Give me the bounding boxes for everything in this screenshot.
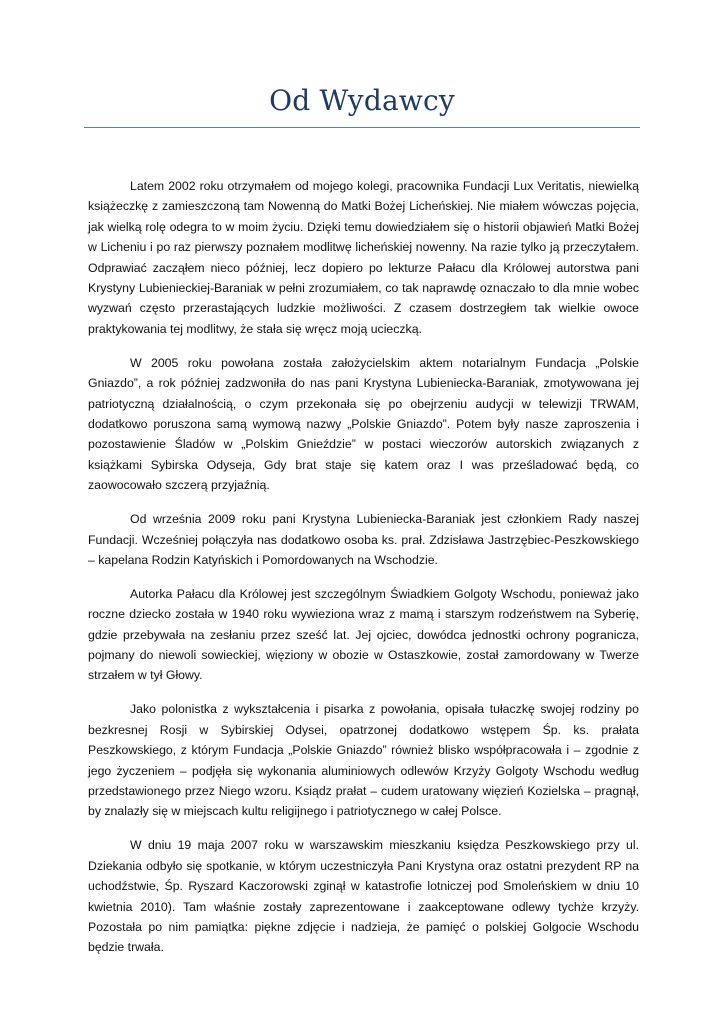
paragraph-6: W dniu 19 maja 2007 roku w warszawskim mieszkaniu księdza Peszkowskiego przy ul. Dziekania odbyło się spotkanie, w którym uczestniczyła Pani Krystyna oraz ostatni prezydent RP na uchodźstwie, Śp. Ryszard Kaczorowski zginął w katastrofie lotniczej pod Smoleńskiem w dniu 10 kwietnia 2010). Tam właśnie zostały zaprezentowane i zaakceptowane odlewy tychże krzyży. Pozostała po nim pamiątka: piękne zdjęcie i nadzieja, że pamięć o polskiej Golgocie Wschodu będzie trwała. <box>88 838 639 955</box>
document-body <box>88 176 639 971</box>
paragraph-5: Jako polonistka z wykształcenia i pisarka z powołania, opisała tułaczkę swojej rodziny po bezkresnej Rosji w Sybirskiej Odysei, opatrzonej dodatkowo wstępem Śp. ks. prałata Peszkowskiego, z którym Fundacja „Polskie Gniazdo” również blisko współpracowała i – zgodnie z jego życzeniem – podjęła się wykonania aluminiowych odlewów Krzyży Golgoty Wschodu według przedstawionego przez Niego wzoru. Ksiądz prałat – cudem uratowany więzień Kozielska – pragnął, by znalazły się w miejscach kultu religijnego i patriotycznego w całej Polsce. <box>88 702 639 819</box>
paragraph-4: Autorka Pałacu dla Królowej jest szczególnym Świadkiem Golgoty Wschodu, ponieważ jako roczne dziecko została w 1940 roku wywieziona wraz z mamą i starszym rodzeństwem na Syberię, gdzie przebywała na zesłaniu przez sześć lat. Jej ojciec, dowódca jednostki ochrony pogranicza, pojmany do niewoli sowieckiej, więziony w obozie w Ostaszkowie, został zamordowany w Twerze strzałem w tył Głowy. <box>88 586 639 683</box>
paragraph-1: Latem 2002 roku otrzymałem od mojego kolegi, pracownika Fundacji Lux Veritatis, niewielką książeczkę z zamieszczoną tam Nowenną do Matki Bożej Licheńskiej. Nie miałem wówczas pojęcia, jak wielką rolę odegra to w moim życiu. Dzięki temu dowiedziałem się o historii objawień Matki Bożej w Licheniu i po raz pierwszy poznałem modlitwę licheńskiej nowenny. Na razie tylko ją przeczytałem. Odprawiać zacząłem nieco później, lecz dopiero po lekturze Pałacu dla Królowej autorstwa pani Krystyny Lubienieckiej-Baraniak w pełni zrozumiałem, co tak naprawdę oznaczało to dla mnie wobec wyzwań często przerastających ludzkie możliwości. Z czasem dostrzegłem tak wielkie owoce praktykowania tej modlitwy, że stała się wręcz moją ucieczką. <box>88 179 639 336</box>
paragraph-2: W 2005 roku powołana została założycielskim aktem notarialnym Fundacja „Polskie Gniazdo”, a rok później zadzwoniła do nas pani Krystyna Lubieniecka-Baraniak, zmotywowana jej patriotyczną działalnością, o czym przekonała się po obejrzeniu audycji w telewizji TRWAM, dodatkowo poruszona samą wymową nazwy „Polskie Gniazdo”. Potem były nasze zaproszenia i pozostawienie Śladów w „Polskim Gnieździe” w postaci wieczorów autorskich związanych z książkami Sybirska Odyseja, Gdy brat staje się katem oraz I was prześladować będą, co zaowocowało szczerą przyjaźnią. <box>88 355 639 493</box>
page-title: Od Wydawcy <box>269 84 455 117</box>
paragraph-3: Od września 2009 roku pani Krystyna Lubieniecka-Baraniak jest członkiem Rady naszej Fundacji. Wcześniej połączyła nas dodatkowo osoba ks. prał. Zdzisława Jastrzębiec-Peszkowskiego – kapelana Rodzin Katyńskich i Pomordowanych na Wschodzie. <box>88 512 639 567</box>
title-underline-divider <box>84 127 640 128</box>
